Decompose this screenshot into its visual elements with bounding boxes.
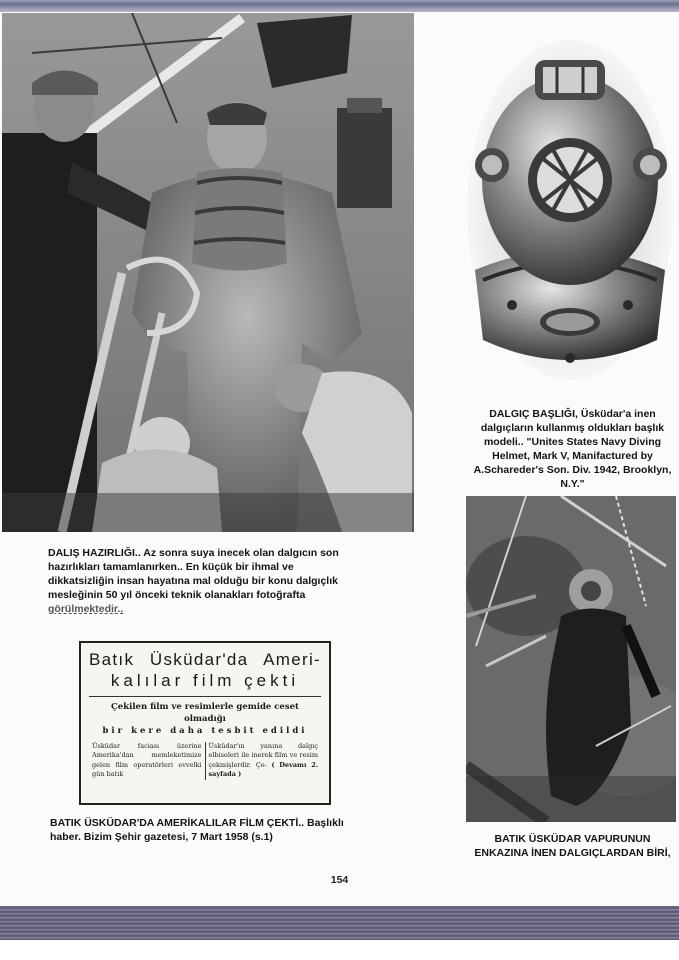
headline-line-1: Batık Üsküdar'da Ameri- (89, 650, 321, 669)
diver-preparation-caption (48, 546, 358, 616)
caption-lead: DALIŞ HAZIRLIĞI.. (48, 547, 141, 559)
caption-lead: DALGIÇ BAŞLIĞI, (489, 408, 578, 420)
subheadline-line-1: Çekilen film ve resimlerle gemide ceset olmadığı (111, 702, 299, 724)
wreck-diver-caption: BATIK ÜSKÜDAR VAPURUNUN ENKAZINA İNEN DALGIÇLARDAN BİRİ, (474, 833, 671, 859)
diving-helmet-photo (467, 40, 673, 380)
page-number: 154 (330, 874, 349, 886)
diver-preparation-photo (2, 13, 414, 532)
top-color-band (0, 0, 679, 12)
clipping-columns (89, 742, 321, 780)
clipping-column-2-text: Üsküdar'ın yanına dalgıç elbiseleri ile inerek film ve resim çekmişlerdir. Çe- (208, 742, 318, 769)
wreck-diver-photo (466, 496, 676, 822)
bottom-color-band (0, 906, 679, 940)
clipping-column-2 (205, 742, 322, 780)
diving-helmet-caption (470, 407, 675, 491)
subheadline-line-2: bir kere daha tesbit edildi (102, 726, 308, 736)
clipping-column-1: Üsküdar faciası üzerine Amerika'dan memleketimize gelen film operatörleri evvelki gün batık (92, 742, 202, 779)
clipping-continued-note: ( Devamı 2. sayfada ) (208, 760, 318, 779)
clipping-subheadline (89, 701, 321, 737)
headline-line-2: kalılar film çekti (110, 671, 300, 690)
clipping-divider (89, 696, 321, 697)
caption-body: Üsküdar'a inen dalgıçların kullanmış oldukları başlık modeli.. "Unites States Navy Diving Helmet, Mark V, Manifactured by A.Schareder's Son. Div. 1942, Brooklyn, N.Y." (473, 408, 672, 490)
newspaper-clipping (79, 641, 331, 805)
caption-tail: görülmektedir.. (48, 603, 124, 615)
bottom-margin (0, 940, 679, 960)
caption-body: Az sonra suya inecek olan dalgıcın son hazırlıkları tamamlanırken.. En küçük bir ihmal ve dikkatsizliğin insan hayatına mal olduğu bir konu dalgıçlık mesleğinin 50 yıl önceki teknik olanakları fotoğrafta (48, 547, 339, 601)
clipping-caption: BATIK ÜSKÜDAR'DA AMERİKALILAR FİLM ÇEKTİ.. Başlıklı haber. Bizim Şehir gazetesi, 7 Mart 1958 (s.1) (50, 817, 344, 843)
clipping-headline (89, 649, 321, 691)
